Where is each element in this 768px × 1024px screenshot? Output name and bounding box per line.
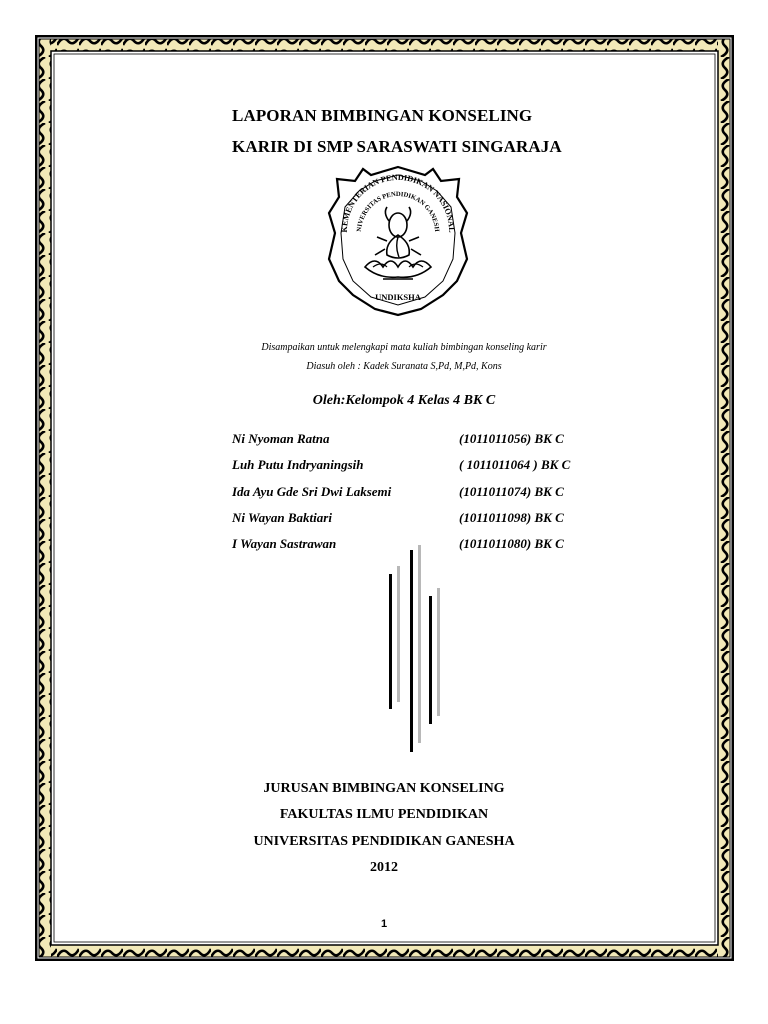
decorative-bar: [418, 545, 421, 743]
subtitle-line-2: Diasuh oleh : Kadek Suranata S,Pd, M,Pd, Kons: [306, 361, 502, 372]
title-line-1: LAPORAN BIMBINGAN KONSELING: [232, 106, 533, 125]
title-line-2: KARIR DI SMP SARASWATI SINGARAJA: [232, 137, 562, 156]
subtitle-line-1: Disampaikan untuk melengkapi mata kuliah bimbingan konseling karir: [261, 342, 547, 353]
undiksha-seal-icon: [325, 163, 471, 319]
decorative-bars: [385, 545, 445, 755]
group-label: Oleh:Kelompok 4 Kelas 4 BK C: [312, 393, 496, 408]
member-row: [232, 484, 612, 502]
member-nim: ( 1011011064 ) BK C: [459, 457, 571, 472]
member-row: [232, 431, 612, 449]
decorative-bar: [389, 574, 392, 709]
member-nim: (1011011074) BK C: [459, 484, 564, 499]
member-nim: (1011011056) BK C: [459, 431, 564, 446]
seal-text-inner: NIVERSITAS PENDIDIKAN GANESH: [355, 190, 441, 233]
member-name: Luh Putu Indryaningsih: [232, 457, 364, 472]
decorative-bar: [397, 566, 400, 702]
member-nim: (1011011080) BK C: [459, 536, 564, 551]
member-name: Ida Ayu Gde Sri Dwi Laksemi: [232, 484, 392, 499]
member-name: I Wayan Sastrawan: [232, 536, 337, 551]
member-name: Ni Nyoman Ratna: [232, 431, 330, 446]
seal-text-bottom: UNDIKSHA: [375, 292, 421, 302]
footer-department: JURUSAN BIMBINGAN KONSELING: [263, 781, 505, 796]
footer-university: UNIVERSITAS PENDIDIKAN GANESHA: [253, 834, 515, 849]
member-row: [232, 457, 612, 475]
member-name: Ni Wayan Baktiari: [232, 510, 332, 525]
member-row: [232, 510, 612, 528]
member-nim: (1011011098) BK C: [459, 510, 564, 525]
page-number: 1: [380, 918, 388, 930]
footer-year: 2012: [370, 860, 398, 875]
footer-faculty: FAKULTAS ILMU PENDIDIKAN: [279, 807, 489, 822]
decorative-bar: [437, 588, 440, 716]
decorative-bar: [429, 596, 432, 724]
seal-text-top: KEMENTERIAN PENDIDIKAN NASIONAL: [339, 172, 457, 233]
decorative-bar: [410, 550, 413, 752]
